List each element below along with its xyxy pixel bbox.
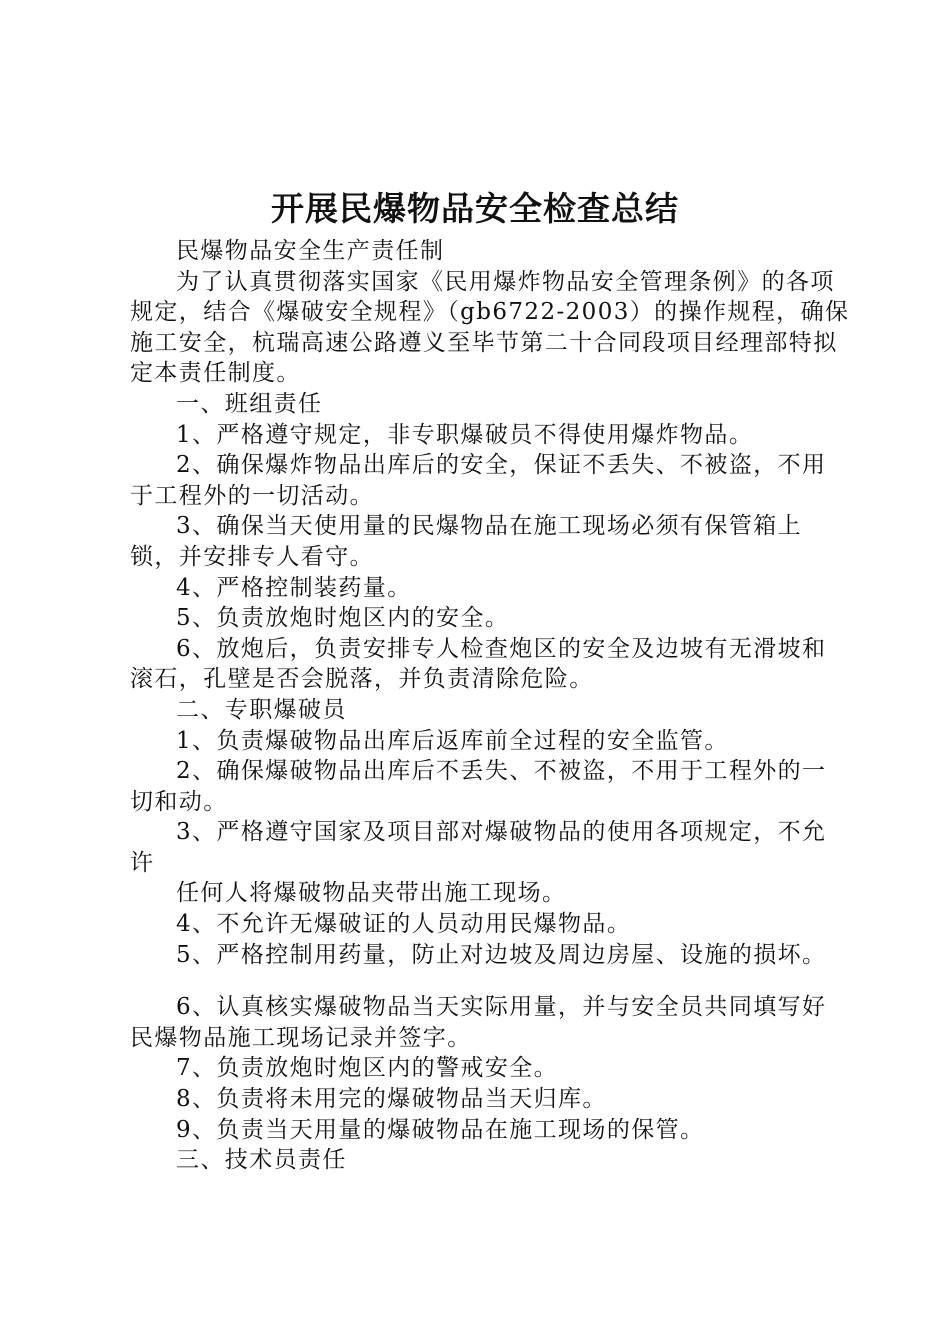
document-title: 开展民爆物品安全检查总结 [271, 189, 679, 228]
list-item: 4、不允许无爆破证的人员动用民爆物品。 [176, 911, 632, 938]
list-item: 5、严格控制用药量，防止对边坡及周边房屋、设施的损坏。 [176, 941, 827, 968]
list-item: 3、确保当天使用量的民爆物品在施工现场必须有保管箱上锁，并安排专人看守。 [130, 513, 803, 570]
list-item-continuation: 任何人将爆破物品夹带出施工现场。 [176, 880, 567, 907]
list-item: 6、认真核实爆破物品当天实际用量，并与安全员共同填写好民爆物品施工现场记录并签字。 [130, 994, 827, 1051]
list-item: 1、严格遵守规定，非专职爆破员不得使用爆炸物品。 [176, 421, 754, 448]
paragraph-subtitle: 民爆物品安全生产责任制 [176, 238, 445, 264]
list-item: 2、确保爆破物品出库后不丢失、不被盗，不用于工程外的一切和动。 [130, 758, 827, 815]
section-heading-team: 一、班组责任 [176, 390, 323, 417]
list-item: 4、严格控制装药量。 [176, 574, 412, 601]
list-item: 5、负责放炮时炮区内的安全。 [176, 605, 510, 632]
list-item: 3、严格遵守国家及项目部对爆破物品的使用各项规定，不允许 [130, 819, 827, 876]
list-item: 8、负责将未用完的爆破物品当天归库。 [176, 1086, 607, 1113]
paragraph-intro: 为了认真贯彻落实国家《民用爆炸物品安全管理条例》的各项规定，结合《爆破安全规程》（gb6722-2003）的操作规程，确保施工安全，杭瑞高速公路遵义至毕节第二十合同段项目经理部特拟定本责任制度。 [130, 268, 850, 387]
list-item: 6、放炮后，负责安排专人检查炮区的安全及边坡有无滑坡和滚石，孔壁是否会脱落，并负责清除危险。 [130, 635, 827, 693]
list-item: 1、负责爆破物品出库后返库前全过程的安全监管。 [176, 727, 729, 754]
list-item: 9、负责当天用量的爆破物品在施工现场的保管。 [176, 1116, 705, 1143]
list-item: 2、确保爆炸物品出库后的安全，保证不丢失、不被盗，不用于工程外的一切活动。 [130, 452, 827, 509]
list-item: 7、负责放炮时炮区内的警戒安全。 [176, 1055, 559, 1082]
document-body [130, 236, 850, 1176]
section-heading-technician: 三、技术员责任 [176, 1147, 347, 1174]
section-heading-blaster: 二、专职爆破员 [176, 696, 347, 723]
